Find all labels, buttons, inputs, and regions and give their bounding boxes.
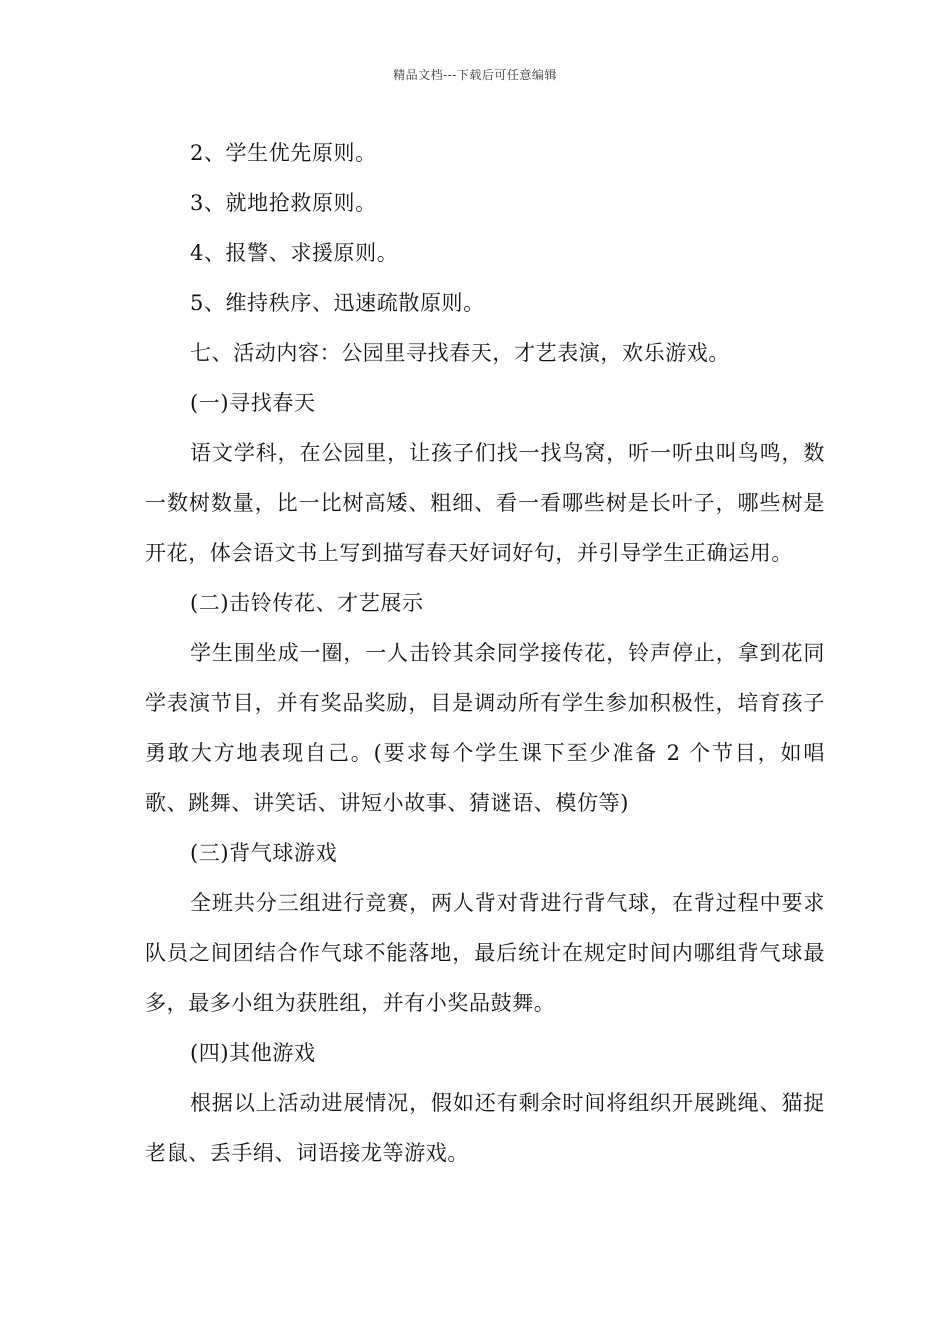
subsection-1-heading: (一)寻找春天 [190,391,316,415]
document-body [145,128,825,1178]
subsection-4-heading: (四)其他游戏 [190,1041,316,1065]
principle-4: 4、报警、求援原则。 [190,241,399,265]
page-header: 精品文档---下载后可任意编辑 [393,68,557,82]
subsection-4-body: 根据以上活动进展情况，假如还有剩余时间将组织开展跳绳、猫捉老鼠、丢手绢、词语接龙等游戏。 [145,1091,825,1165]
subsection-1-body: 语文学科，在公园里，让孩子们找一找鸟窝，听一听虫叫鸟鸣，数一数树数量，比一比树高矮、粗细、看一看哪些树是长叶子，哪些树是开花，体会语文书上写到描写春天好词好句，并引导学生正确运用。 [145,441,825,565]
section-7-heading: 七、活动内容：公园里寻找春天，才艺表演，欢乐游戏。 [190,341,730,365]
subsection-3-body: 全班共分三组进行竞赛，两人背对背进行背气球，在背过程中要求队员之间团结合作气球不能落地，最后统计在规定时间内哪组背气球最多，最多小组为获胜组，并有小奖品鼓舞。 [145,891,825,1015]
subsection-2-body: 学生围坐成一圈，一人击铃其余同学接传花，铃声停止，拿到花同学表演节目，并有奖品奖励，目是调动所有学生参加积极性，培育孩子勇敢大方地表现自己。(要求每个学生课下至少准备 2 个节目，如唱歌、跳舞、讲笑话、讲短小故事、猜谜语、模仿等) [145,641,825,815]
principle-3: 3、就地抢救原则。 [190,191,377,215]
principle-5: 5、维持秩序、迅速疏散原则。 [190,291,485,315]
subsection-3-heading: (三)背气球游戏 [190,841,338,865]
principle-2: 2、学生优先原则。 [190,141,377,165]
subsection-2-heading: (二)击铃传花、才艺展示 [190,591,424,615]
